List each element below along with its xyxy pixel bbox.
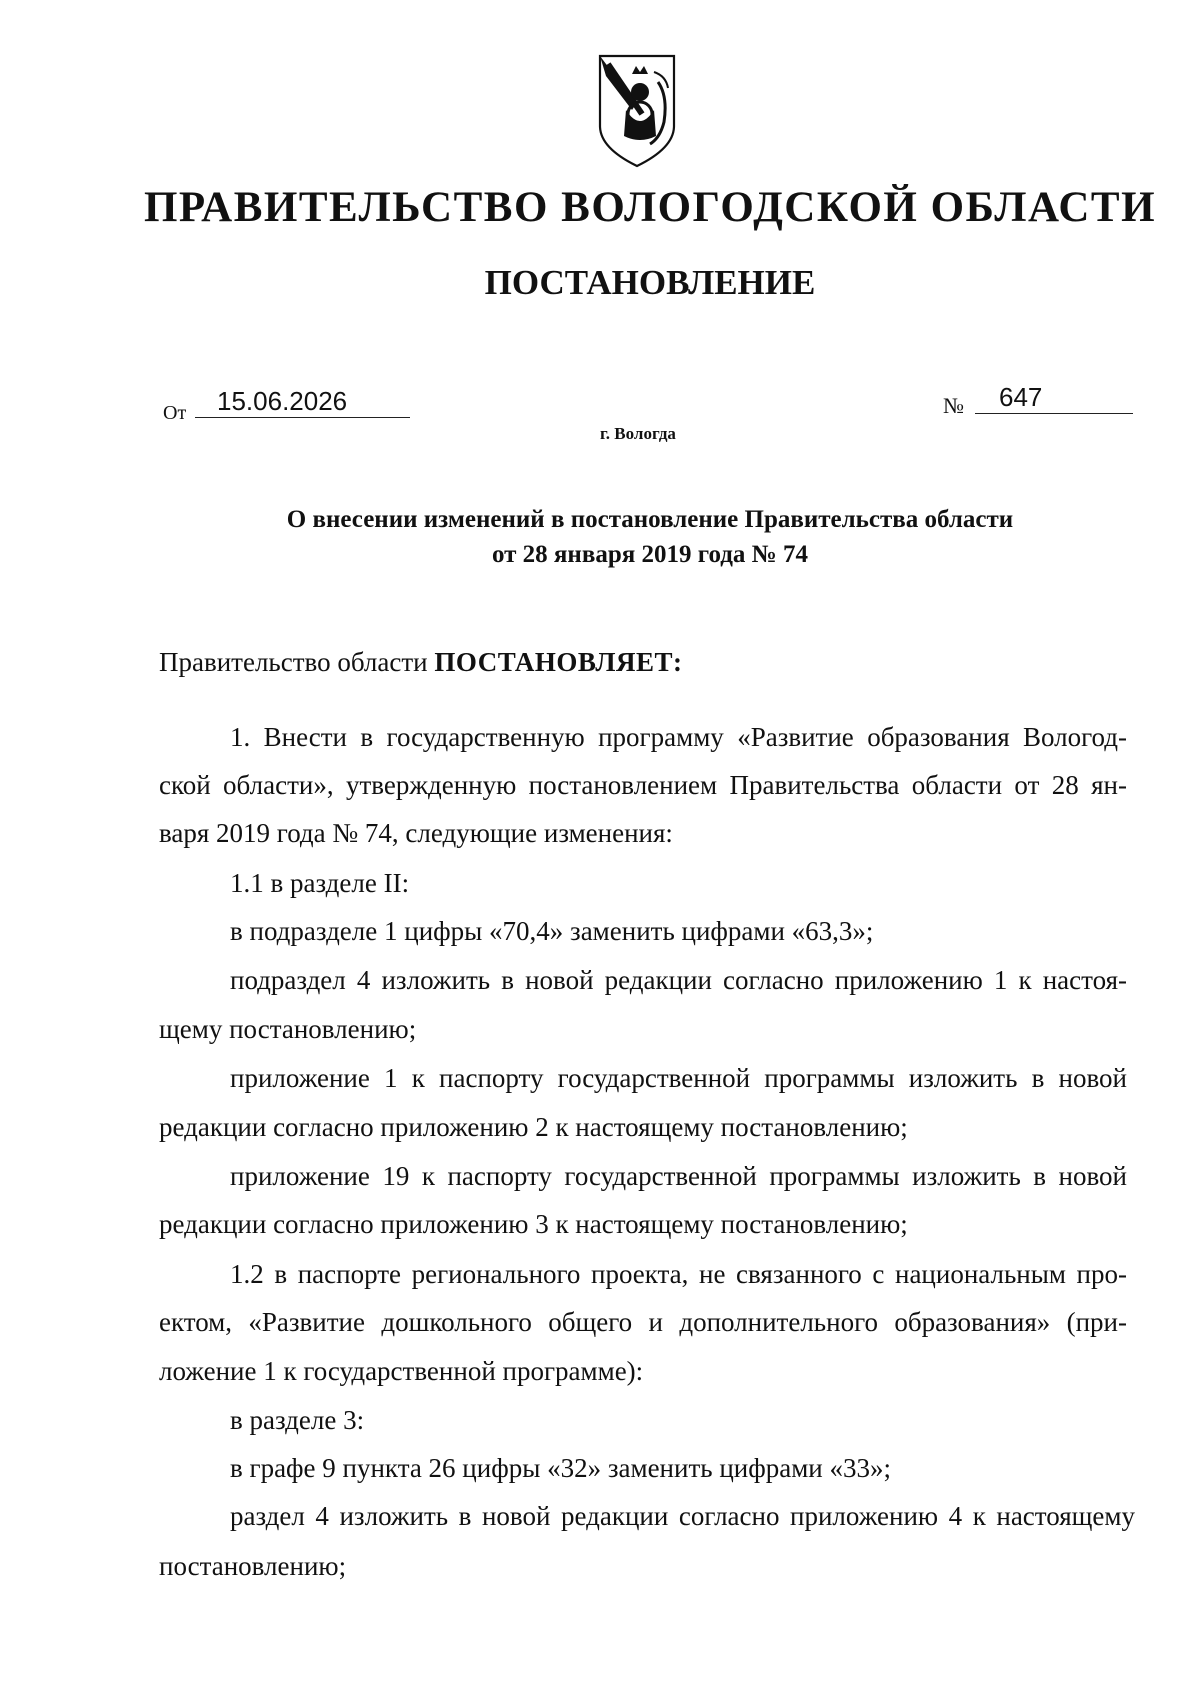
body-line: приложение 1 к паспорту государственной программы изложить в новой	[230, 1063, 1127, 1093]
body-line: редакции согласно приложению 2 к настоящему постановлению;	[159, 1112, 908, 1142]
body-line: 1.2 в паспорте регионального проекта, не связанного с национальным про-	[230, 1259, 1127, 1289]
body-line: в графе 9 пункта 26 цифры «32» заменить цифрами «33»;	[230, 1453, 891, 1483]
resolves-keyword: ПОСТАНОВЛЯЕТ:	[434, 647, 683, 677]
subject-line-2: от 28 января 2019 года № 74	[491, 541, 809, 568]
intro-text: Правительство области	[159, 647, 435, 677]
document-type: ПОСТАНОВЛЕНИЕ	[484, 263, 816, 302]
subject-line-1: О внесении изменений в постановление Правительства области	[286, 506, 1014, 533]
body-line: щему постановлению;	[159, 1014, 417, 1044]
number-label: №	[943, 393, 964, 418]
body-line: 1.1 в разделе II:	[230, 868, 410, 898]
document-date: 15.06.2026	[195, 386, 410, 418]
body-line: варя 2019 года № 74, следующие изменения:	[159, 818, 673, 848]
body-line: ложение 1 к государственной программе):	[159, 1356, 644, 1386]
body-line: подраздел 4 изложить в новой редакции согласно приложению 1 к настоя-	[230, 965, 1127, 995]
body-line: 1. Внести в государственную программу «Развитие образования Вологод-	[230, 722, 1127, 752]
organization-title: ПРАВИТЕЛЬСТВО ВОЛОГОДСКОЙ ОБЛАСТИ	[143, 184, 1157, 231]
body-line: ектом, «Развитие дошкольного общего и дополнительного образования» (при-	[159, 1307, 1127, 1337]
body-line: приложение 19 к паспорту государственной программы изложить в новой	[230, 1161, 1127, 1191]
document-number: 647	[975, 382, 1133, 414]
body-line: в подразделе 1 цифры «70,4» заменить цифрами «63,3»;	[230, 916, 874, 946]
date-label: От	[163, 402, 187, 424]
body-line: ской области», утвержденную постановлением Правительства области от 28 ян-	[159, 770, 1127, 800]
intro-line	[159, 647, 682, 678]
city: г. Вологда	[600, 424, 676, 443]
body-line: постановлению;	[159, 1551, 347, 1581]
body-line: редакции согласно приложению 3 к настоящему постановлению;	[159, 1209, 908, 1239]
coat-of-arms-icon	[596, 52, 678, 170]
body-line: в разделе 3:	[230, 1405, 365, 1435]
body-line: раздел 4 изложить в новой редакции согласно приложению 4 к настоящему	[230, 1501, 1135, 1531]
